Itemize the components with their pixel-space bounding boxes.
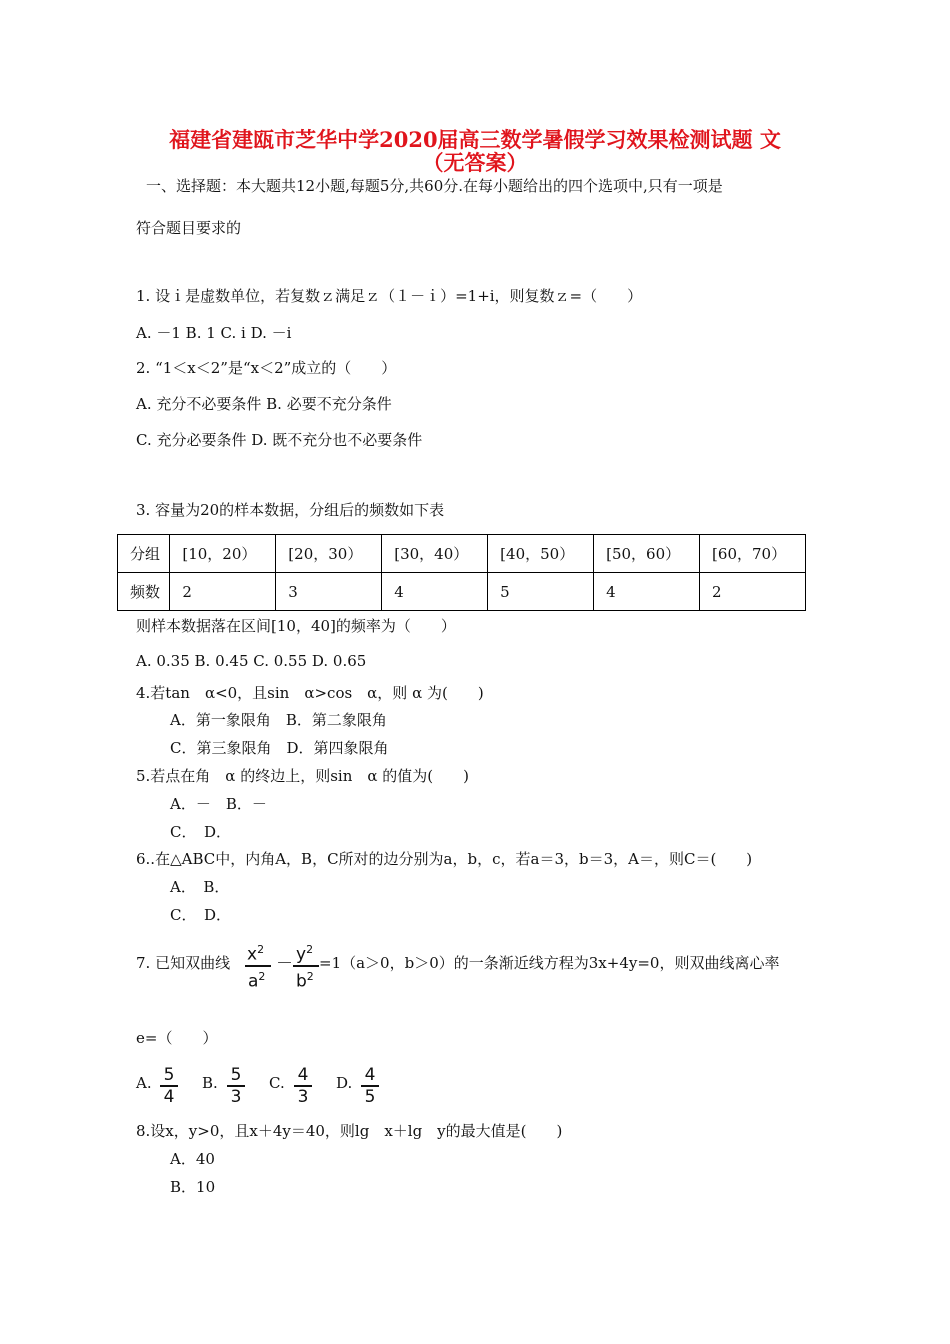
table-cell: 2 bbox=[170, 573, 276, 611]
table-cell: 5 bbox=[488, 573, 594, 611]
q3-options: A. 0.35 B. 0.45 C. 0.55 D. 0.65 bbox=[136, 652, 367, 670]
q3-stem: 3. 容量为20的样本数据，分组后的频数如下表 bbox=[136, 501, 445, 519]
eq-exp: 2 bbox=[306, 943, 314, 956]
q3-question: 则样本数据落在区间[10，40]的频率为（ ） bbox=[136, 617, 456, 635]
document-title-line2: （无答案） bbox=[422, 150, 528, 175]
table-cell: [40，50） bbox=[488, 535, 594, 573]
q2-options-2: C. 充分必要条件 D. 既不充分也不必要条件 bbox=[136, 431, 423, 449]
q4-options-2: C．第三象限角 D．第四象限角 bbox=[170, 739, 389, 757]
eq-exp: 2 bbox=[258, 970, 266, 983]
denominator: 4 bbox=[163, 1087, 175, 1107]
table-cell: [60，70） bbox=[700, 535, 806, 573]
table-cell: 4 bbox=[382, 573, 488, 611]
eq-exp: 2 bbox=[306, 970, 314, 983]
q5-stem: 5.若点在角 α 的终边上，则sin α 的值为( ) bbox=[136, 767, 469, 785]
denominator: 3 bbox=[297, 1087, 309, 1107]
q1-options: A. －1 B. 1 C. i D. －i bbox=[136, 324, 292, 342]
q2-stem: 2. “1＜x＜2”是“x＜2”成立的（ ） bbox=[136, 359, 397, 377]
eq-minus: － bbox=[276, 954, 293, 974]
eq-b: b bbox=[296, 971, 307, 992]
q7-option-c-label: C. bbox=[269, 1074, 285, 1092]
q7-option-d-fraction bbox=[359, 1066, 381, 1106]
table-cell: [20，30） bbox=[276, 535, 382, 573]
table-row bbox=[118, 573, 806, 611]
eq-x: x bbox=[247, 944, 258, 965]
table-cell: 频数 bbox=[118, 573, 170, 611]
q2-options-1: A. 充分不必要条件 B. 必要不充分条件 bbox=[136, 395, 392, 413]
q5-options-2: C． D． bbox=[170, 823, 232, 841]
q5-options-1: A．－ B．－ bbox=[170, 795, 267, 813]
q6-options-2: C． D． bbox=[170, 906, 232, 924]
table-cell: [50，60） bbox=[594, 535, 700, 573]
eq-y: y bbox=[296, 944, 307, 965]
table-cell: 2 bbox=[700, 573, 806, 611]
table-cell: 分组 bbox=[118, 535, 170, 573]
q4-stem: 4.若tan α<0，且sin α>cos α，则 α 为( ) bbox=[136, 684, 484, 702]
fraction-bar bbox=[245, 965, 271, 967]
numerator: 5 bbox=[163, 1065, 175, 1085]
numerator: 4 bbox=[364, 1065, 376, 1085]
q1-stem: 1. 设ｉ是虚数单位，若复数ｚ满足ｚ（１－ｉ）=1+i，则复数ｚ=（ ） bbox=[136, 287, 643, 305]
table-cell: [10，20） bbox=[170, 535, 276, 573]
frequency-table bbox=[117, 534, 806, 611]
q7-option-b-fraction bbox=[225, 1066, 247, 1106]
q8-option-b: B．10 bbox=[170, 1178, 216, 1196]
table-cell: 4 bbox=[594, 573, 700, 611]
numerator: 4 bbox=[297, 1065, 309, 1085]
q6-options-1: A． B． bbox=[170, 878, 230, 896]
q8-stem: 8.设x，y>0，且x＋4y＝40，则lg x＋lg y的最大值是( ) bbox=[136, 1122, 563, 1140]
document-title-line1: 福建省建瓯市芝华中学2020届高三数学暑假学习效果检测试题 文 bbox=[169, 127, 781, 152]
q7-option-c-fraction bbox=[292, 1066, 314, 1106]
table-row bbox=[118, 535, 806, 573]
q7-prefix: 7. 已知双曲线 bbox=[136, 954, 231, 972]
denominator: 3 bbox=[230, 1087, 242, 1107]
section-intro-line1: 一、选择题：本大题共12小题,每题5分,共60分.在每小题给出的四个选项中,只有一项是 bbox=[146, 177, 723, 195]
fraction-bar bbox=[293, 965, 319, 967]
q7-suffix: =1（a＞0，b＞0）的一条渐近线方程为3x+4y=0，则双曲线离心率 bbox=[319, 954, 780, 972]
q7-option-d-label: D. bbox=[336, 1074, 353, 1092]
denominator: 5 bbox=[364, 1087, 376, 1107]
numerator: 5 bbox=[230, 1065, 242, 1085]
table-cell: 3 bbox=[276, 573, 382, 611]
q7-line2: e=（ ） bbox=[136, 1029, 218, 1047]
q7-option-a-label: A. bbox=[136, 1074, 152, 1092]
q4-options-1: A．第一象限角 B．第二象限角 bbox=[170, 711, 387, 729]
q7-option-a-fraction bbox=[158, 1066, 180, 1106]
q6-stem: 6..在△ABC中，内角A，B，C所对的边分别为a，b，c，若a＝3，b＝3，A＝，则C＝( ) bbox=[136, 850, 753, 868]
eq-exp: 2 bbox=[257, 943, 265, 956]
q7-option-b-label: B. bbox=[202, 1074, 218, 1092]
section-intro-line2: 符合题目要求的 bbox=[136, 219, 242, 237]
table-cell: [30，40） bbox=[382, 535, 488, 573]
eq-a: a bbox=[248, 971, 259, 992]
q8-option-a: A．40 bbox=[170, 1150, 215, 1168]
